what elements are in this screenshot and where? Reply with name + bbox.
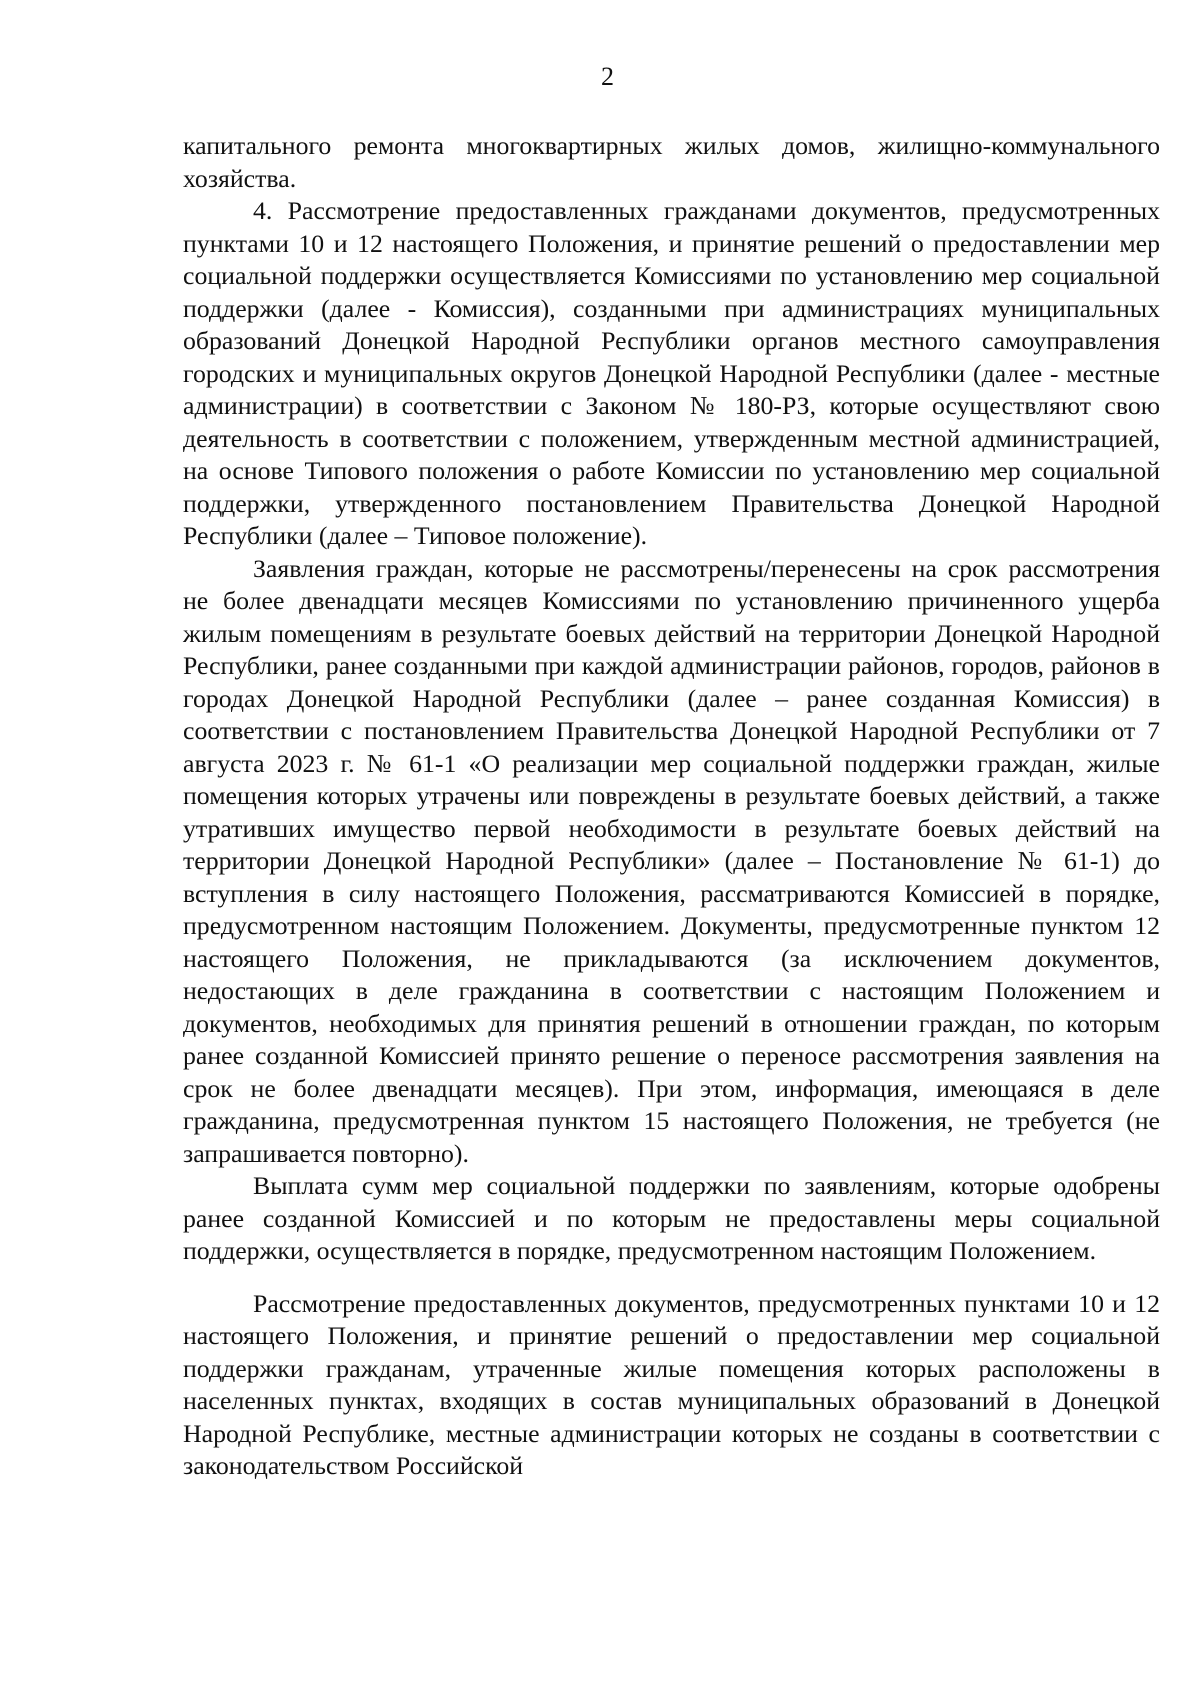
paragraph-payment: Выплата сумм мер социальной поддержки по заявлениям, которые одобрены ранее созданной Комиссией и по которым не предоставлены меры социальной поддержки, осуществляется в порядке, предусмотренном настоящим Положением. bbox=[183, 1171, 1160, 1265]
paragraph-review: Рассмотрение предоставленных документов, предусмотренных пунктами 10 и 12 настоящего Положения, и принятие решений о предоставлении мер социальной поддержки гражданам, утраченные жилые помещения которых расположены в населенных пунктах, входящих в состав муниципальных образований в Донецкой Народной Республике, местные администрации которых не созданы в соответствии с законодательством Российской bbox=[183, 1288, 1160, 1480]
page-number: 2 bbox=[601, 62, 614, 91]
paragraph-applications: Заявления граждан, которые не рассмотрены/перенесены на срок рассмотрения не более двенадцати месяцев Комиссиями по установлению причиненного ущерба жилым помещениям в результате боевых действий на территории Донецкой Народной Республики, ранее созданными при каждой администрации районов, городов, районов в городах Донецкой Народной Республики (далее – ранее созданная Комиссия) в соответствии с постановлением Правительства Донецкой Народной Республики от 7 августа 2023 г. № 61-1 «О реализации мер социальной поддержки граждан, жилые помещения которых утрачены или повреждены в результате боевых действий, а также утративших имущество первой необходимости в результате боевых действий на территории Донецкой Народной Республики» (далее – Постановление № 61-1) до вступления в силу настоящего Положения, рассматриваются Комиссией в порядке, предусмотренном настоящим Положением. Документы, предусмотренные пунктом 12 настоящего Положения, не прикладываются (за исключением документов, недостающих в деле гражданина в соответствии с настоящим Положением и документов, необходимых для принятия решений в отношении граждан, по которым ранее созданной Комиссией принято решение о переносе рассмотрения заявления на срок не более двенадцати месяцев). При этом, информация, имеющаяся в деле гражданина, предусмотренная пунктом 15 настоящего Положения, не требуется (не запрашивается повторно). bbox=[183, 553, 1160, 1168]
paragraph-item-4: 4. Рассмотрение предоставленных гражданами документов, предусмотренных пунктами 10 и 12 настоящего Положения, и принятие решений о предоставлении мер социальной поддержки осуществляется Комиссиями по установлению мер социальной поддержки (далее - Комиссия), созданными при администрациях муниципальных образований Донецкой Народной Республики органов местного самоуправления городских и муниципальных округов Донецкой Народной Республики (далее - местные администрации) в соответствии с Законом № 180-РЗ, которые осуществляют свою деятельность в соответствии с положением, утвержденным местной администрацией, на основе Типового положения о работе Комиссии по установлению мер социальной поддержки, утвержденного постановлением Правительства Донецкой Народной Республики (далее – Типовое положение). bbox=[183, 196, 1160, 550]
document-body bbox=[183, 130, 1160, 1483]
paragraph-continuation: капитального ремонта многоквартирных жилых домов, жилищно-коммунального хозяйства. bbox=[183, 131, 1160, 193]
